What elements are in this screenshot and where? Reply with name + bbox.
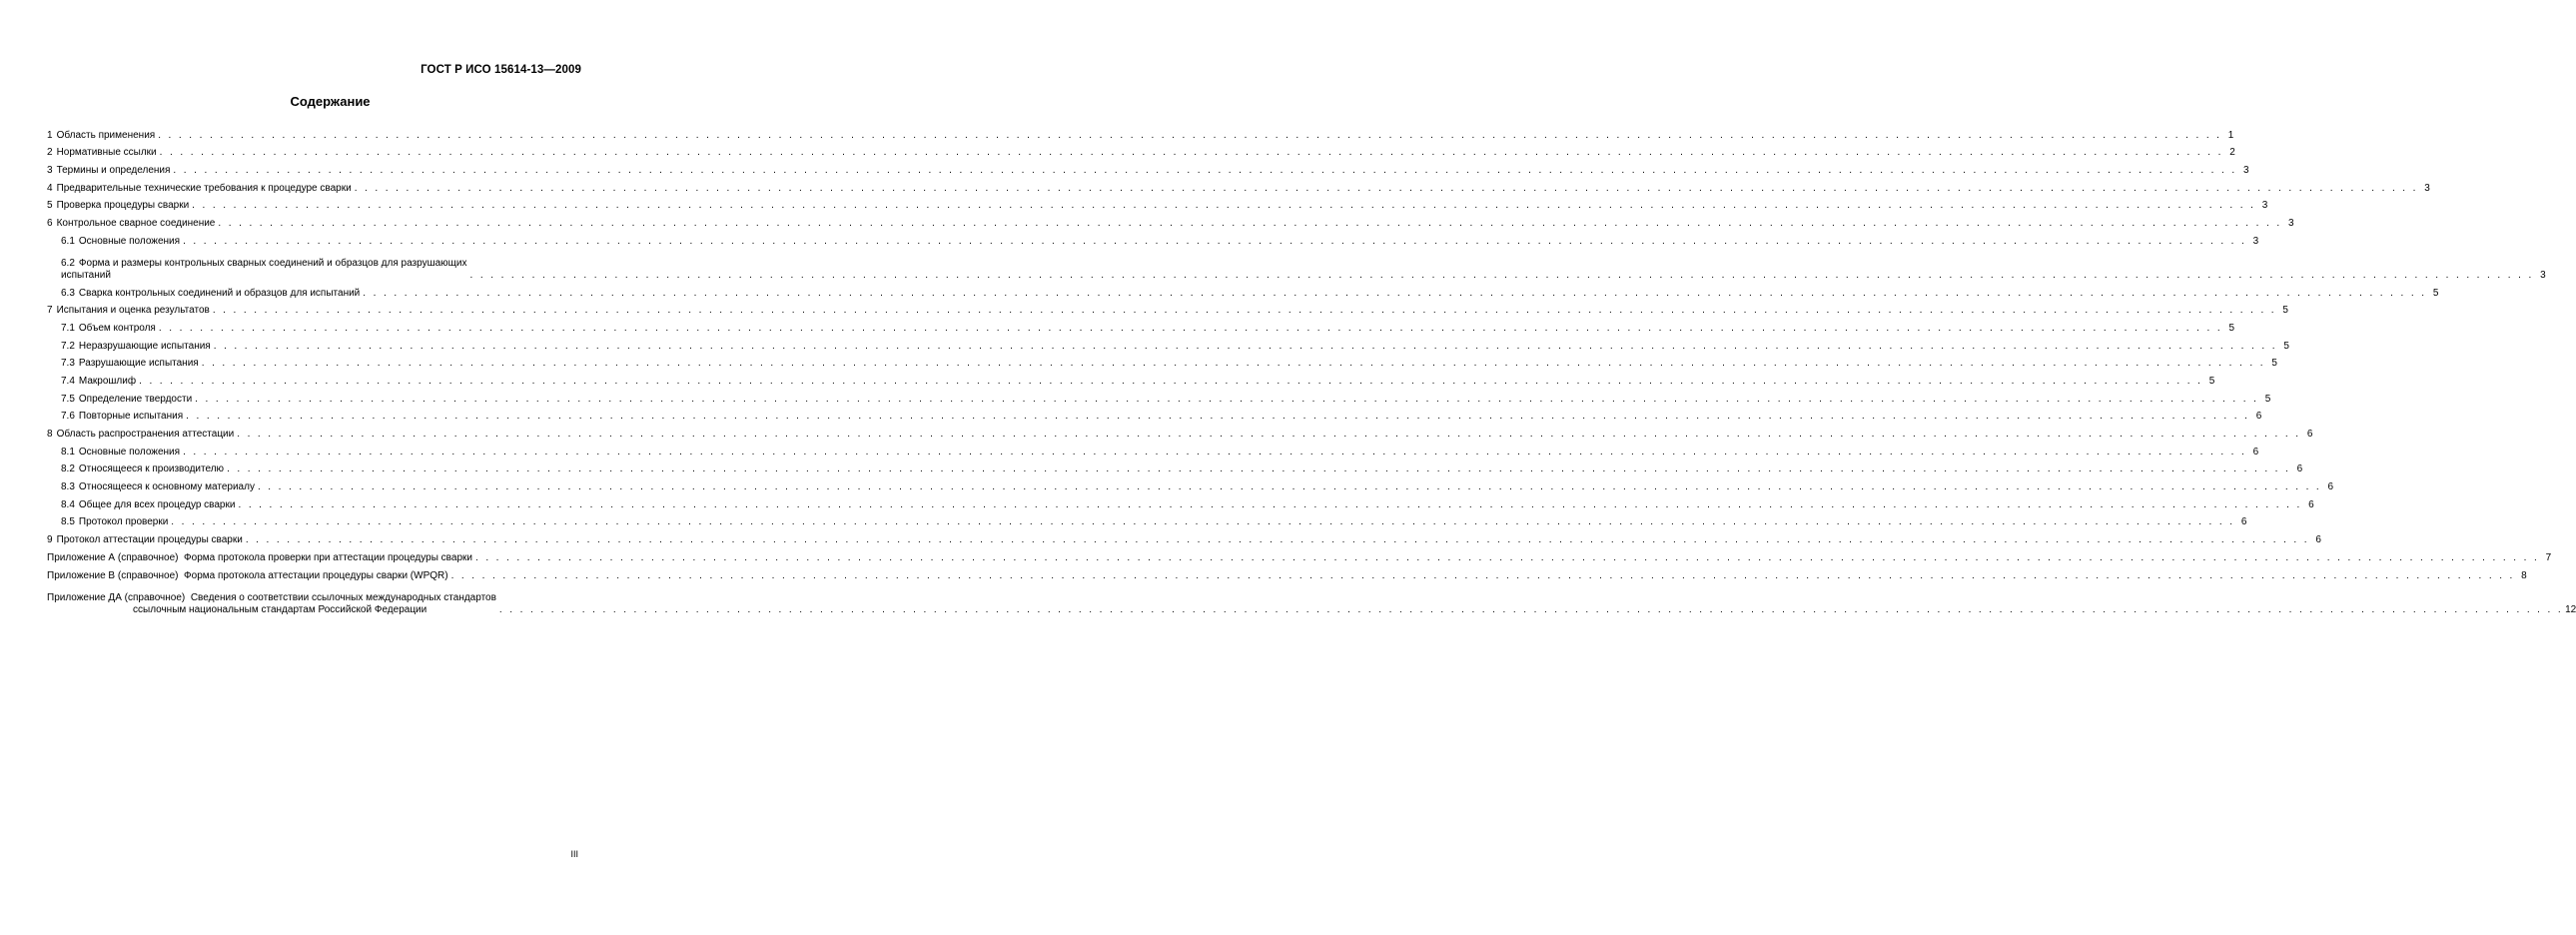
annex-entry[interactable] — [47, 582, 2576, 616]
toc-entry-number: 4 — [47, 182, 53, 194]
toc-entry-page: 6 — [2308, 498, 2314, 510]
dot-leader: . . . . . . . . . . . . . . . . . . . . . . . . . . . . . . . . . . . . . . . . . . . . . . . . . . . . . . . . . . . . . . . . . . . . . . . . . . . . . . . . . . . . . . . . . . . . . . . . . . . . . . . . . . . . . . . . . . . . . . . . . . . . . . . . . . . . . . . . . . . . . . . . . . . . . . . . . . . . . . . . . . . . . . . . . . . . . . . . . . . . . . . . . . . . . . . . . . . . . . . . — [498, 603, 2564, 615]
toc-entry-text-continued: испытаний — [61, 269, 111, 281]
toc-entry-label — [61, 481, 255, 493]
dot-leader: . . . . . . . . . . . . . . . . . . . . . . . . . . . . . . . . . . . . . . . . . . . . . . . . . . . . . . . . . . . . . . . . . . . . . . . . . . . . . . . . . . . . . . . . . . . . . . . . . . . . . . . . . . . . . . . . . . . . . . . . . . . . . . . . . . . . . . . . . . . . . . . . . . . . . . . . . . . . . . . . . . . . . . . . . . . . . . . . . . . . . . . . . . . . . . . . . . . . . . . . — [237, 429, 2301, 440]
toc-entry-page: 6 — [2315, 534, 2321, 546]
toc-entry-text: Разрушающие испытания — [78, 358, 199, 370]
dot-leader: . . . . . . . . . . . . . . . . . . . . . . . . . . . . . . . . . . . . . . . . . . . . . . . . . . . . . . . . . . . . . . . . . . . . . . . . . . . . . . . . . . . . . . . . . . . . . . . . . . . . . . . . . . . . . . . . . . . . . . . . . . . . . . . . . . . . . . . . . . . . . . . . . . . . . . . . . . . . . . . . . . . . . . . . . . . . . . . . . . . . . . . . . . . . . . . . . . . . . . . . — [218, 218, 2282, 230]
annex-entry-page: 7 — [2545, 551, 2552, 563]
toc-entry-text: Определение твердости — [78, 393, 193, 405]
toc-entry-text: Контрольное сварное соединение — [56, 218, 216, 230]
toc-entry[interactable] — [47, 388, 2271, 406]
toc-entry-text: Основные положения — [78, 446, 181, 458]
toc-entry-number: 2 — [47, 147, 53, 159]
toc-entry-page: 5 — [2208, 375, 2215, 387]
toc-entry-text: Относящееся к основному материалу — [78, 481, 255, 493]
dot-leader: . . . . . . . . . . . . . . . . . . . . . . . . . . . . . . . . . . . . . . . . . . . . . . . . . . . . . . . . . . . . . . . . . . . . . . . . . . . . . . . . . . . . . . . . . . . . . . . . . . . . . . . . . . . . . . . . . . . . . . . . . . . . . . . . . . . . . . . . . . . . . . . . . . . . . . . . . . . . . . . . . . . . . . . . . . . . . . . . . . . . . . . . . . . . . . . . . . . . . . . . — [257, 481, 2322, 493]
dot-leader: . . . . . . . . . . . . . . . . . . . . . . . . . . . . . . . . . . . . . . . . . . . . . . . . . . . . . . . . . . . . . . . . . . . . . . . . . . . . . . . . . . . . . . . . . . . . . . . . . . . . . . . . . . . . . . . . . . . . . . . . . . . . . . . . . . . . . . . . . . . . . . . . . . . . . . . . . . . . . . . . . . . . . . . . . . . . . . . . . . . . . . . . . . . . . . . . . . . . . . . . — [159, 147, 2223, 159]
toc-entry-page: 3 — [2424, 182, 2430, 194]
toc-entry[interactable] — [47, 124, 2234, 142]
toc-entry[interactable] — [47, 406, 2262, 424]
toc-entry-page: 1 — [2227, 129, 2234, 141]
toc-entry-label — [61, 464, 224, 475]
dot-leader: . . . . . . . . . . . . . . . . . . . . . . . . . . . . . . . . . . . . . . . . . . . . . . . . . . . . . . . . . . . . . . . . . . . . . . . . . . . . . . . . . . . . . . . . . . . . . . . . . . . . . . . . . . . . . . . . . . . . . . . . . . . . . . . . . . . . . . . . . . . . . . . . . . . . . . . . . . . . . . . . . . . . . . . . . . . . . . . . . . . . . . . . . . . . . . . . . . . . . . . . — [245, 534, 2309, 546]
toc-entry-label — [61, 394, 192, 406]
standard-code: ГОСТ Р ИСО 15614-13—2009 — [421, 64, 581, 76]
annex-label: Приложение В (справочное) — [47, 569, 179, 581]
toc-entry-label — [47, 165, 170, 177]
annex-title: Форма протокола проверки при аттестации процедуры сварки — [184, 551, 472, 563]
toc-entry[interactable] — [47, 493, 2314, 511]
annex-entry-label — [47, 570, 448, 582]
dot-leader: . . . . . . . . . . . . . . . . . . . . . . . . . . . . . . . . . . . . . . . . . . . . . . . . . . . . . . . . . . . . . . . . . . . . . . . . . . . . . . . . . . . . . . . . . . . . . . . . . . . . . . . . . . . . . . . . . . . . . . . . . . . . . . . . . . . . . . . . . . . . . . . . . . . . . . . . . . . . . . . . . . . . . . . . . . . . . . . . . . . . . . . . . . . . . . . . . . . . . . . . — [158, 129, 2222, 141]
dot-leader: . . . . . . . . . . . . . . . . . . . . . . . . . . . . . . . . . . . . . . . . . . . . . . . . . . . . . . . . . . . . . . . . . . . . . . . . . . . . . . . . . . . . . . . . . . . . . . . . . . . . . . . . . . . . . . . . . . . . . . . . . . . . . . . . . . . . . . . . . . . . . . . . . . . . . . . . . . . . . . . . . . . . . . . . . . . . . . . . . . . . . . . . . . . . . . . . . . . . . . . . — [474, 551, 2540, 563]
annex-entry-page: 12 — [2565, 603, 2576, 615]
table-of-contents — [47, 124, 2576, 616]
toc-entry[interactable] — [47, 335, 2289, 353]
toc-entry[interactable] — [47, 441, 2259, 459]
toc-entry-text: Объем контроля — [78, 322, 156, 334]
toc-entry-number: 7.3 — [61, 358, 75, 370]
toc-entry-number: 6 — [47, 218, 53, 230]
toc-entry-page: 6 — [2255, 411, 2262, 423]
toc-entry-text: Проверка процедуры сварки — [56, 200, 190, 212]
toc-entry[interactable] — [47, 212, 2294, 230]
toc-entry-label — [61, 341, 211, 353]
toc-entry-number: 8.3 — [61, 481, 75, 493]
toc-entry-number: 9 — [47, 534, 53, 546]
toc-entry-number: 6.3 — [61, 287, 75, 299]
annex-title: Сведения о соответствии ссылочных международных стандартов — [190, 591, 496, 603]
toc-entry-page: 5 — [2283, 340, 2289, 352]
toc-entry-page: 3 — [2540, 269, 2546, 281]
toc-entry-text: Неразрушающие испытания — [78, 340, 211, 352]
toc-entry-number: 8.4 — [61, 498, 75, 510]
toc-entry-number: 8.2 — [61, 464, 75, 475]
toc-entry-label — [61, 236, 180, 248]
toc-entry[interactable] — [47, 248, 2546, 282]
toc-entry[interactable] — [47, 230, 2259, 248]
dot-leader: . . . . . . . . . . . . . . . . . . . . . . . . . . . . . . . . . . . . . . . . . . . . . . . . . . . . . . . . . . . . . . . . . . . . . . . . . . . . . . . . . . . . . . . . . . . . . . . . . . . . . . . . . . . . . . . . . . . . . . . . . . . . . . . . . . . . . . . . . . . . . . . . . . . . . . . . . . . . . . . . . . . . . . . . . . . . . . . . . . . . . . . . . . . . . . . . . . . . . . . . — [450, 569, 2515, 581]
annex-title-continued: ссылочным национальным стандартам Российской Федерации — [133, 603, 428, 615]
dot-leader: . . . . . . . . . . . . . . . . . . . . . . . . . . . . . . . . . . . . . . . . . . . . . . . . . . . . . . . . . . . . . . . . . . . . . . . . . . . . . . . . . . . . . . . . . . . . . . . . . . . . . . . . . . . . . . . . . . . . . . . . . . . . . . . . . . . . . . . . . . . . . . . . . . . . . . . . . . . . . . . . . . . . . . . . . . . . . . . . . . . . . . . . . . . . . . . . . . . . . . . . — [212, 305, 2276, 317]
toc-entry[interactable] — [47, 475, 2334, 493]
toc-entry[interactable] — [47, 423, 2313, 441]
toc-entry[interactable] — [47, 177, 2430, 195]
toc-entry-label — [47, 534, 243, 546]
toc-entry-page: 6 — [2327, 481, 2334, 493]
dot-leader: . . . . . . . . . . . . . . . . . . . . . . . . . . . . . . . . . . . . . . . . . . . . . . . . . . . . . . . . . . . . . . . . . . . . . . . . . . . . . . . . . . . . . . . . . . . . . . . . . . . . . . . . . . . . . . . . . . . . . . . . . . . . . . . . . . . . . . . . . . . . . . . . . . . . . . . . . . . . . . . . . . . . . . . . . . . . . . . . . . . . . . . . . . . . . . . . . . . . . . . . — [354, 182, 2418, 194]
toc-entry-page: 6 — [2296, 464, 2303, 475]
toc-entry-number: 8.1 — [61, 446, 75, 458]
dot-leader: . . . . . . . . . . . . . . . . . . . . . . . . . . . . . . . . . . . . . . . . . . . . . . . . . . . . . . . . . . . . . . . . . . . . . . . . . . . . . . . . . . . . . . . . . . . . . . . . . . . . . . . . . . . . . . . . . . . . . . . . . . . . . . . . . . . . . . . . . . . . . . . . . . . . . . . . . . . . . . . . . . . . . . . . . . . . . . . . . . . . . . . . . . . . . . . . . . . . . . . . — [173, 165, 2237, 177]
annex-title: Форма протокола аттестации процедуры сварки (WPQR) — [184, 569, 448, 581]
toc-entry-text: Макрошлиф — [78, 375, 137, 387]
toc-entry-number: 7.2 — [61, 340, 75, 352]
dot-leader: . . . . . . . . . . . . . . . . . . . . . . . . . . . . . . . . . . . . . . . . . . . . . . . . . . . . . . . . . . . . . . . . . . . . . . . . . . . . . . . . . . . . . . . . . . . . . . . . . . . . . . . . . . . . . . . . . . . . . . . . . . . . . . . . . . . . . . . . . . . . . . . . . . . . . . . . . . . . . . . . . . . . . . . . . . . . . . . . . . . . . . . . . . . . . . . . . . . . . . . . — [238, 498, 2302, 510]
toc-entry-label — [61, 411, 183, 423]
annex-entry-page: 8 — [2521, 569, 2527, 581]
dot-leader: . . . . . . . . . . . . . . . . . . . . . . . . . . . . . . . . . . . . . . . . . . . . . . . . . . . . . . . . . . . . . . . . . . . . . . . . . . . . . . . . . . . . . . . . . . . . . . . . . . . . . . . . . . . . . . . . . . . . . . . . . . . . . . . . . . . . . . . . . . . . . . . . . . . . . . . . . . . . . . . . . . . . . . . . . . . . . . . . . . . . . . . . . . . . . . . . . . . . . . . . — [227, 464, 2291, 475]
toc-entry-page: 2 — [2229, 147, 2235, 159]
toc-entry-number: 7 — [47, 305, 53, 317]
page-title: Содержание — [290, 94, 371, 109]
annex-label: Приложение ДА (справочное) — [47, 591, 186, 603]
toc-entry-text: Протокол проверки — [78, 516, 169, 528]
toc-entry-page: 3 — [2252, 235, 2259, 247]
toc-entry-text: Повторные испытания — [78, 411, 184, 423]
toc-entry[interactable] — [47, 528, 2321, 546]
toc-entry-text: Область применения — [56, 129, 156, 141]
toc-entry-label — [47, 200, 189, 212]
toc-entry-number: 3 — [47, 165, 53, 177]
toc-entry-label — [47, 218, 215, 230]
toc-entry[interactable] — [47, 511, 2247, 529]
toc-entry-page: 6 — [2240, 516, 2247, 528]
dot-leader: . . . . . . . . . . . . . . . . . . . . . . . . . . . . . . . . . . . . . . . . . . . . . . . . . . . . . . . . . . . . . . . . . . . . . . . . . . . . . . . . . . . . . . . . . . . . . . . . . . . . . . . . . . . . . . . . . . . . . . . . . . . . . . . . . . . . . . . . . . . . . . . . . . . . . . . . . . . . . . . . . . . . . . . . . . . . . . . . . . . . . . . . . . . . . . . . . . . . . . . . — [183, 235, 2247, 247]
toc-entry[interactable] — [47, 142, 2235, 160]
toc-entry-number: 7.1 — [61, 322, 75, 334]
toc-entry-label — [47, 429, 234, 441]
toc-entry-number: 5 — [47, 200, 53, 212]
toc-entry-text: Предварительные технические требования к процедуре сварки — [56, 182, 352, 194]
dot-leader: . . . . . . . . . . . . . . . . . . . . . . . . . . . . . . . . . . . . . . . . . . . . . . . . . . . . . . . . . . . . . . . . . . . . . . . . . . . . . . . . . . . . . . . . . . . . . . . . . . . . . . . . . . . . . . . . . . . . . . . . . . . . . . . . . . . . . . . . . . . . . . . . . . . . . . . . . . . . . . . . . . . . . . . . . . . . . . . . . . . . . . . . . . . . . . . . . . . . . . . . — [195, 393, 2259, 405]
toc-entry-number: 8.5 — [61, 516, 75, 528]
annex-entry[interactable] — [47, 546, 2552, 564]
toc-entry-number: 7.6 — [61, 411, 75, 423]
toc-entry-text: Относящееся к производителю — [78, 464, 225, 475]
toc-entry-label — [47, 305, 210, 317]
toc-entry-page: 3 — [2261, 200, 2268, 212]
dot-leader: . . . . . . . . . . . . . . . . . . . . . . . . . . . . . . . . . . . . . . . . . . . . . . . . . . . . . . . . . . . . . . . . . . . . . . . . . . . . . . . . . . . . . . . . . . . . . . . . . . . . . . . . . . . . . . . . . . . . . . . . . . . . . . . . . . . . . . . . . . . . . . . . . . . . . . . . . . . . . . . . . . . . . . . . . . . . . . . . . . . . . . . . . . . . . . . . . . . . . . . . — [139, 375, 2203, 387]
toc-entry-text: Область распространения аттестации — [56, 429, 235, 440]
toc-entry-page: 5 — [2264, 393, 2271, 405]
toc-entry-number: 6.2 — [61, 257, 75, 269]
annex-label: Приложение А (справочное) — [47, 551, 179, 563]
toc-entry[interactable] — [47, 317, 2235, 335]
toc-entry-text: Протокол аттестации процедуры сварки — [56, 534, 243, 546]
dot-leader: . . . . . . . . . . . . . . . . . . . . . . . . . . . . . . . . . . . . . . . . . . . . . . . . . . . . . . . . . . . . . . . . . . . . . . . . . . . . . . . . . . . . . . . . . . . . . . . . . . . . . . . . . . . . . . . . . . . . . . . . . . . . . . . . . . . . . . . . . . . . . . . . . . . . . . . . . . . . . . . . . . . . . . . . . . . . . . . . . . . . . . . . . . . . . . . . . . . . . . . . — [158, 322, 2223, 334]
annex-entry[interactable] — [47, 564, 2527, 582]
toc-entry-label — [61, 499, 235, 511]
toc-entry-text: Сварка контрольных соединений и образцов для испытаний — [78, 287, 361, 299]
toc-entry-text: Нормативные ссылки — [56, 147, 157, 159]
toc-entry-number: 6.1 — [61, 235, 75, 247]
toc-entry[interactable] — [47, 459, 2303, 476]
toc-entry-page: 3 — [2243, 165, 2249, 177]
toc-entry[interactable] — [47, 195, 2268, 213]
toc-entry-page: 6 — [2252, 446, 2259, 458]
toc-entry[interactable] — [47, 282, 2439, 300]
toc-entry-number: 7.4 — [61, 375, 75, 387]
dot-leader: . . . . . . . . . . . . . . . . . . . . . . . . . . . . . . . . . . . . . . . . . . . . . . . . . . . . . . . . . . . . . . . . . . . . . . . . . . . . . . . . . . . . . . . . . . . . . . . . . . . . . . . . . . . . . . . . . . . . . . . . . . . . . . . . . . . . . . . . . . . . . . . . . . . . . . . . . . . . . . . . . . . . . . . . . . . . . . . . . . . . . . . . . . . . . . . . . . . . . . . . — [186, 411, 2250, 423]
dot-leader: . . . . . . . . . . . . . . . . . . . . . . . . . . . . . . . . . . . . . . . . . . . . . . . . . . . . . . . . . . . . . . . . . . . . . . . . . . . . . . . . . . . . . . . . . . . . . . . . . . . . . . . . . . . . . . . . . . . . . . . . . . . . . . . . . . . . . . . . . . . . . . . . . . . . . . . . . . . . . . . . . . . . . . . . . . . . . . . . . . . . . . . . . . . . . . . . . . . . . . . . — [192, 200, 2256, 212]
toc-entry-label — [61, 516, 168, 528]
toc-entry-text: Термины и определения — [56, 165, 171, 177]
dot-leader: . . . . . . . . . . . . . . . . . . . . . . . . . . . . . . . . . . . . . . . . . . . . . . . . . . . . . . . . . . . . . . . . . . . . . . . . . . . . . . . . . . . . . . . . . . . . . . . . . . . . . . . . . . . . . . . . . . . . . . . . . . . . . . . . . . . . . . . . . . . . . . . . . . . . . . . . . . . . . . . . . . . . . . . . . . . . . . . . . . . . . . . . . . . . . . . . . . . . . . . . — [213, 340, 2277, 352]
toc-entry-label — [47, 130, 155, 142]
annex-entry-label — [47, 592, 496, 616]
toc-entry-label — [61, 258, 467, 282]
toc-entry-text: Форма и размеры контрольных сварных соединений и образцов для разрушающих — [78, 257, 467, 269]
toc-entry-page: 5 — [2228, 322, 2235, 334]
toc-entry-page: 5 — [2282, 305, 2288, 317]
toc-entry[interactable] — [47, 159, 2249, 177]
toc-entry-page: 3 — [2287, 218, 2294, 230]
toc-entry-text: Испытания и оценка результатов — [56, 305, 210, 317]
toc-entry[interactable] — [47, 300, 2288, 318]
toc-entry[interactable] — [47, 370, 2215, 388]
toc-entry[interactable] — [47, 353, 2277, 371]
toc-entry-number: 1 — [47, 129, 53, 141]
dot-leader: . . . . . . . . . . . . . . . . . . . . . . . . . . . . . . . . . . . . . . . . . . . . . . . . . . . . . . . . . . . . . . . . . . . . . . . . . . . . . . . . . . . . . . . . . . . . . . . . . . . . . . . . . . . . . . . . . . . . . . . . . . . . . . . . . . . . . . . . . . . . . . . . . . . . . . . . . . . . . . . . . . . . . . . . . . . . . . . . . . . . . . . . . . . . . . . . . . . . . . . . — [171, 516, 2235, 528]
dot-leader: . . . . . . . . . . . . . . . . . . . . . . . . . . . . . . . . . . . . . . . . . . . . . . . . . . . . . . . . . . . . . . . . . . . . . . . . . . . . . . . . . . . . . . . . . . . . . . . . . . . . . . . . . . . . . . . . . . . . . . . . . . . . . . . . . . . . . . . . . . . . . . . . . . . . . . . . . . . . . . . . . . . . . . . . . . . . . . . . . . . . . . . . . . . . . . . . . . . . . . . . — [183, 446, 2247, 458]
toc-entry-label — [47, 147, 157, 159]
dot-leader: . . . . . . . . . . . . . . . . . . . . . . . . . . . . . . . . . . . . . . . . . . . . . . . . . . . . . . . . . . . . . . . . . . . . . . . . . . . . . . . . . . . . . . . . . . . . . . . . . . . . . . . . . . . . . . . . . . . . . . . . . . . . . . . . . . . . . . . . . . . . . . . . . . . . . . . . . . . . . . . . . . . . . . . . . . . . . . . . . . . . . . . . . . . . . . . . . . . . . . . . — [363, 287, 2427, 299]
annex-entry-label — [47, 552, 472, 564]
toc-entry-label — [47, 183, 352, 195]
toc-entry-label — [61, 358, 199, 370]
dot-leader: . . . . . . . . . . . . . . . . . . . . . . . . . . . . . . . . . . . . . . . . . . . . . . . . . . . . . . . . . . . . . . . . . . . . . . . . . . . . . . . . . . . . . . . . . . . . . . . . . . . . . . . . . . . . . . . . . . . . . . . . . . . . . . . . . . . . . . . . . . . . . . . . . . . . . . . . . . . . . . . . . . . . . . . . . . . . . . . . . . . . . . . . . . . . . . . . . . . . . . . . — [469, 269, 2534, 281]
toc-entry-label — [61, 447, 180, 459]
toc-entry-label — [61, 288, 360, 300]
toc-entry-number: 7.5 — [61, 393, 75, 405]
toc-entry-label — [61, 376, 136, 388]
toc-entry-label — [61, 323, 156, 335]
toc-entry-text: Основные положения — [78, 235, 181, 247]
toc-entry-page: 5 — [2271, 358, 2277, 370]
dot-leader: . . . . . . . . . . . . . . . . . . . . . . . . . . . . . . . . . . . . . . . . . . . . . . . . . . . . . . . . . . . . . . . . . . . . . . . . . . . . . . . . . . . . . . . . . . . . . . . . . . . . . . . . . . . . . . . . . . . . . . . . . . . . . . . . . . . . . . . . . . . . . . . . . . . . . . . . . . . . . . . . . . . . . . . . . . . . . . . . . . . . . . . . . . . . . . . . . . . . . . . . — [201, 358, 2265, 370]
toc-entry-text: Общее для всех процедур сварки — [78, 498, 236, 510]
toc-entry-page: 5 — [2432, 287, 2439, 299]
toc-entry-number: 8 — [47, 429, 53, 440]
page-number: III — [570, 849, 578, 859]
toc-entry-page: 6 — [2306, 429, 2313, 440]
